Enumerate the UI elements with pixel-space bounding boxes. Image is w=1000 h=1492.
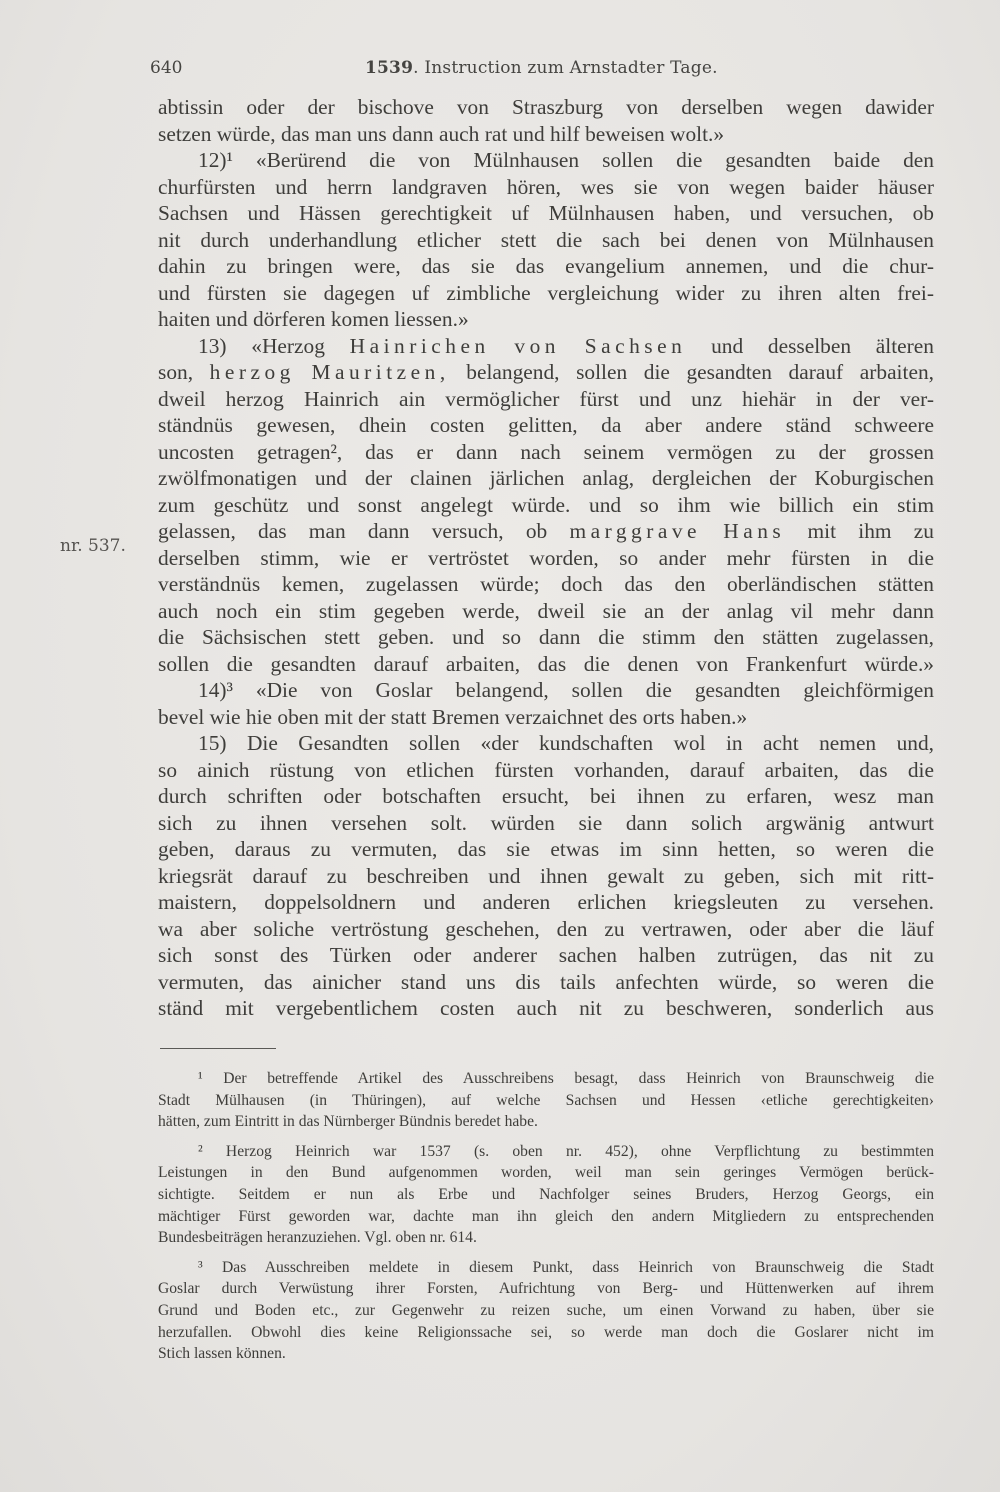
text-line: dweil herzog Hainrich ain vermöglicher fürst und unz hiehär in der ver-	[158, 386, 934, 411]
spaced-name-von: von	[514, 333, 560, 358]
text-line: die Sächsischen stett geben. und so dann die stimm den stätten zugelassen,	[158, 625, 934, 649]
text-line: dahin zu bringen were, das sie das evangelium annemen, und die chur-	[158, 254, 934, 278]
text-line: derselben stimm, wie er vertröstet worden, so ander mehr fürsten in die	[158, 545, 934, 570]
margin-cross-reference: nr. 537.	[60, 536, 126, 556]
text-line: vermuten, das ainicher stand uns dis tails anfechten würde, so weren die	[158, 969, 934, 994]
text-fragment: mit ihm zu	[807, 519, 934, 543]
text-line: Sachsen und Hässen gerechtigkeit uf Mülnhausen haben, und versuchen, ob	[158, 201, 934, 225]
text-line: zwölfmonatigen und der clainen järlichen anlag, dergleichen der Koburgischen	[158, 466, 934, 490]
main-text	[158, 94, 934, 1022]
footnote-line: mächtiger Fürst geworden war, dachte man ihn gleich den andern Mitgliedern zu entsprechenden	[158, 1207, 934, 1225]
running-title	[365, 58, 718, 78]
text-line: 12)¹ «Berürend die von Mülnhausen sollen die gesandten baide den	[198, 148, 934, 172]
text-fragment: gelassen, das man dann versuch, ob	[158, 519, 548, 543]
text-line: wa aber soliche vertröstung geschehen, den zu vertrawen, oder aber die läuf	[158, 916, 934, 941]
text-line-marggrave	[158, 518, 934, 545]
spaced-name-sachsen: Sachsen	[584, 333, 687, 358]
text-fragment: und desselben älteren	[711, 333, 934, 358]
text-line: nit durch underhandlung etlicher stett die sach bei denen von Mülnhausen	[158, 227, 934, 252]
footnote-line: ³ Das Ausschreiben meldete in diesem Punkt, dass Heinrich von Braunschweig die Stadt	[198, 1258, 934, 1276]
text-line: 15) Die Gesandten sollen «der kundschaften wol in acht nemen und,	[198, 731, 934, 755]
text-line: durch schriften oder botschaften ersucht, bei ihnen zu erfaren, wesz man	[158, 784, 934, 808]
spaced-name-marggrave: marggrave	[569, 519, 702, 543]
footnote-line: hätten, zum Eintritt in das Nürnberger Bündnis beredet habe.	[158, 1113, 538, 1131]
text-line: geben, daraus zu vermuten, das sie etwas im sinn hetten, so weren die	[158, 837, 934, 861]
text-line: churfürsten und herrn landgraven hören, wes sie von wegen baider häuser	[158, 174, 934, 199]
spaced-name-hainrichen: Hainrichen	[349, 333, 490, 358]
text-fragment: 13) «Herzog	[198, 333, 325, 358]
text-line: sollen die gesandten darauf arbaiten, das die denen von Frankenfurt würde.»	[158, 651, 934, 676]
footnote-line: Leistungen in den Bund aufgenommen worden, weil man sein geringes Vermögen berück-	[158, 1164, 934, 1182]
text-line: 14)³ «Die von Goslar belangend, sollen die gesandten gleichförmigen	[198, 678, 934, 702]
running-header	[150, 58, 930, 88]
footnote-line: ² Herzog Heinrich war 1537 (s. oben nr. 452), ohne Verpflichtung zu bestimmten	[198, 1142, 934, 1160]
footnote-line: Goslar durch Verwüstung ihrer Forsten, Aufrichtung von Berg- und Hüttenwerken auf ihrem	[158, 1280, 934, 1298]
text-line: ständnüs gewesen, dhein costen gelitten, da aber andere ständ schweere	[158, 413, 934, 437]
footnotes	[158, 1068, 934, 1373]
text-line: sich sonst des Türken oder anderer sachen halben zutrügen, das nit zu	[158, 943, 934, 967]
spaced-name-mauritzen: Mauritzen,	[311, 360, 450, 384]
text-line: maistern, doppelsoldnern und anderen erlichen kriegsleuten zu versehen.	[158, 890, 934, 914]
text-line: sich zu ihnen versehen solt. würden sie dann solich argwänig antwurt	[158, 810, 934, 835]
spaced-name-hans: Hans	[723, 519, 786, 543]
text-line: so ainich rüstung von etlichen fürsten vorhanden, darauf arbaiten, das die	[158, 757, 934, 782]
footnote-line: Grund und Boden etc., zur Gegenwehr zu reizen suche, um einen Vorwand zu haben, über sie	[158, 1301, 934, 1319]
text-fragment: belangend, sollen die gesandten darauf arbaiten,	[466, 360, 934, 384]
text-line: verständnüs kemen, zugelassen würde; doch das den oberländischen stätten	[158, 572, 934, 596]
text-line: haiten und dörferen komen liessen.»	[158, 307, 469, 331]
footnote-line: Bundesbeiträgen heranzuziehen. Vgl. oben nr. 614.	[158, 1229, 477, 1247]
footnote-3	[158, 1257, 934, 1365]
footnote-line: herzufallen. Obwohl dies keine Religionssache sei, so werde man doch die Goslarer nicht im	[158, 1323, 934, 1341]
footnote-line: sichtigte. Seitdem er nun als Erbe und Nachfolger seines Bruders, Herzog Georgs, ein	[158, 1185, 934, 1203]
text-line: setzen würde, das man uns dann auch rat und hilf beweisen wolt.»	[158, 121, 725, 146]
footnote-2	[158, 1141, 934, 1249]
footnote-line: Stich lassen können.	[158, 1345, 286, 1363]
text-line-paragraph-13	[158, 333, 934, 360]
spaced-name-herzog: herzog	[209, 360, 295, 384]
page-number: 640	[150, 58, 183, 78]
text-fragment: son,	[158, 360, 194, 384]
running-title-year: 1539	[365, 58, 414, 78]
text-line: abtissin oder der bischove von Straszburg von derselben wegen dawider	[158, 95, 934, 119]
text-line: kriegsrät darauf zu beschreiben und ihnen gewalt zu geben, sich mit ritt-	[158, 863, 934, 888]
text-line: und fürsten sie dagegen uf zimbliche vergleichung wider zu ihren alten frei-	[158, 280, 934, 305]
text-line: auch noch ein stim gegeben werde, dweil sie an der anlag vil mehr dann	[158, 598, 934, 623]
footnote-line: ¹ Der betreffende Artikel des Ausschreibens besagt, dass Heinrich von Braunschweig die	[198, 1070, 934, 1087]
text-line: ständ mit vergebentlichem costen auch nit zu beschweren, sonderlich aus	[158, 996, 934, 1020]
text-line: uncosten getragen², das er dann nach seinem vermögen zu der grossen	[158, 439, 934, 464]
text-line: zum geschütz und sonst angelegt würde. und so ihm wie billich ein stim	[158, 492, 934, 517]
text-line-mauritzen	[158, 359, 934, 386]
text-line: bevel wie hie oben mit der statt Bremen verzaichnet des orts haben.»	[158, 704, 748, 729]
footnote-separator	[160, 1048, 276, 1049]
footnote-1	[158, 1068, 934, 1133]
footnote-line: Stadt Mülhausen (in Thüringen), auf welche Sachsen und Hessen ‹etliche gerechtigkeiten›	[158, 1091, 934, 1109]
running-title-text: . Instruction zum Arnstadter Tage.	[413, 58, 718, 78]
